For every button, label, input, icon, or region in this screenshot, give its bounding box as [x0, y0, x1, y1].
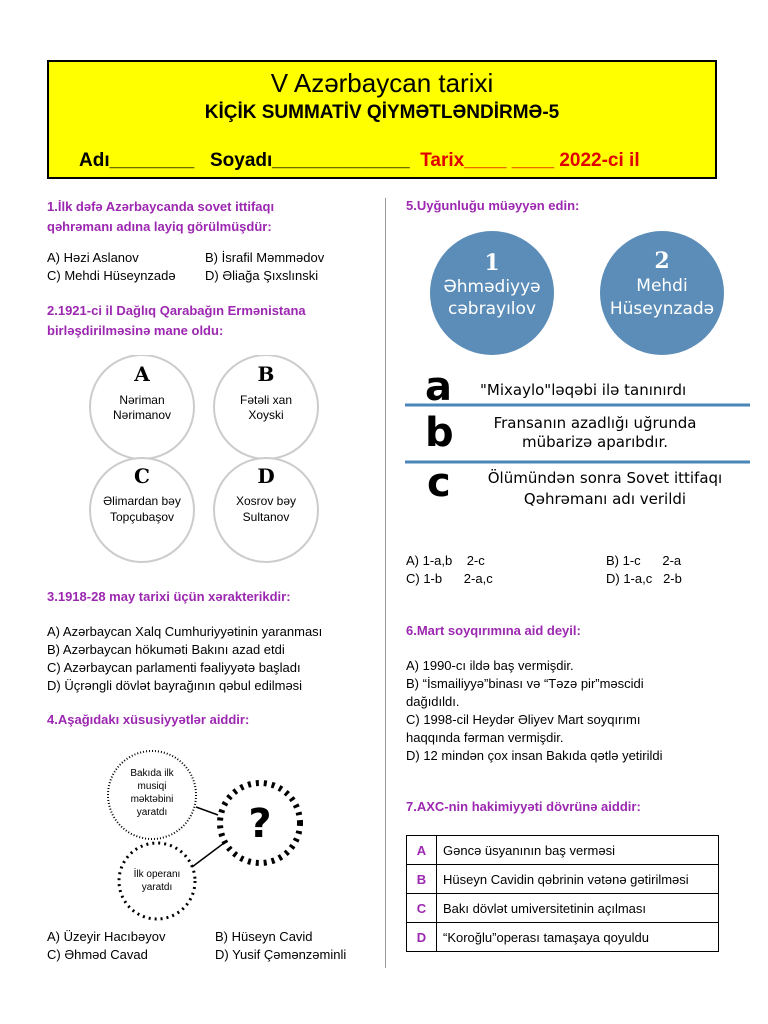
- q5-circle1-num: 1: [484, 250, 500, 276]
- q2-d-line1: Xosrov bəy: [235, 494, 297, 508]
- q5-row-a-text: "Mixaylo"ləqəbi ilə tanınırdı: [480, 381, 687, 399]
- q7-letter-a: A: [407, 836, 437, 865]
- q7-row: [407, 865, 719, 894]
- q2-a-line2: Nərimanov: [112, 408, 172, 422]
- q4-connector-bottom: [192, 843, 224, 867]
- q3-option-d: D) Üçrəngli dövlət bayrağının qəbul edilməsi: [47, 678, 303, 693]
- column-divider: [385, 198, 386, 968]
- q7-row: [407, 836, 719, 865]
- q2-circles-figure: [80, 355, 330, 565]
- q5-row-c-line2: Qəhrəmanı adı verildi: [523, 490, 687, 508]
- q5-row-a-letter: a: [425, 364, 452, 410]
- q3-option-b: B) Azərbaycan hökuməti Bakını azad etdi: [47, 642, 285, 657]
- q4-connector-top: [196, 807, 218, 815]
- q7-letter-c: C: [407, 894, 437, 923]
- q7-text-a: Gəncə üsyanının baş verməsi: [437, 836, 719, 865]
- q7-text-b: Hüseyn Cavidin qəbrinin vətənə gətirilməsi: [437, 865, 719, 894]
- q1-option-a: A) Həzi Aslanov: [47, 250, 139, 265]
- q2-letter-c: C: [134, 464, 150, 488]
- page-subtitle: KİÇİK SUMMATİV QİYMƏTLƏNDİRMƏ-5: [204, 102, 560, 123]
- q5-title: 5.Uyğunluğu müəyyən edin:: [406, 198, 580, 213]
- q2-letter-a: A: [134, 362, 150, 386]
- q2-letter-b: B: [257, 362, 275, 386]
- q7-title: 7.AXC-nin hakimiyyəti dövrünə aiddir:: [406, 799, 641, 814]
- q7-row: [407, 894, 719, 923]
- q2-b-line1: Fətəli xan: [239, 393, 293, 407]
- q5-row-b-letter: b: [425, 410, 454, 456]
- student-info-line: [79, 150, 640, 172]
- q3-option-a: A) Azərbaycan Xalq Cumhuriyyətinin yaranması: [47, 624, 323, 639]
- q7-options-table: [406, 835, 719, 952]
- q4-bubble1-line1: Bakıda ilk: [130, 768, 174, 779]
- surname-field: Soyadı_____________: [210, 150, 410, 171]
- q4-bubble2-line2: yaratdı: [141, 882, 173, 893]
- q2-letter-d: D: [257, 464, 275, 488]
- date-field: Tarix____ ____ 2022-ci il: [420, 150, 640, 171]
- q6-line-6: D) 12 mindən çox insan Bakıda qətlə yetirildi: [406, 748, 663, 763]
- q5-circle2-line2: Hüseynzadə: [609, 299, 715, 319]
- q2-a-line1: Nəriman: [119, 393, 165, 407]
- q5-circle1-line2: cəbrayılov: [448, 299, 536, 319]
- q4-figure: [100, 745, 340, 925]
- q4-bubble1-line4: yaratdı: [136, 807, 168, 818]
- q1-option-d: D) Əliağa Şıxslınski: [205, 268, 319, 283]
- q5-row-b-line2: mübarizə aparıbdır.: [521, 433, 669, 451]
- q7-letter-d: D: [407, 923, 437, 952]
- q6-line-5: haqqında fərman vermişdir.: [406, 730, 564, 745]
- q4-bubble1-line3: məktəbini: [130, 794, 174, 805]
- q5-option-d: D) 1-a,c 2-b: [606, 571, 682, 586]
- q5-figure: [405, 230, 750, 515]
- q4-option-d: D) Yusif Çəmənzəminli: [215, 947, 347, 962]
- page-title: V Azərbaycan tarixi: [270, 68, 494, 98]
- name-field: Adı________: [79, 150, 195, 171]
- q1-title: [47, 197, 274, 237]
- q1-option-c: C) Mehdi Hüseynzadə: [47, 268, 176, 283]
- q1-title-line2: qəhrəmanı adına layiq görülmüşdür:: [47, 219, 272, 234]
- q7-row: [407, 923, 719, 952]
- q2-b-line2: Xoyski: [248, 408, 284, 422]
- q2-title-line2: birləşdirilməsinə mane oldu:: [47, 323, 224, 338]
- q6-line-4: C) 1998-cil Heydər Əliyev Mart soyqırımı: [406, 712, 641, 727]
- q1-title-line1: 1.İlk dəfə Azərbaycanda sovet ittifaqı: [47, 199, 275, 214]
- q4-bubble-opera: [119, 843, 195, 919]
- q6-line-3: dağıdıldı.: [406, 694, 460, 709]
- q7-letter-b: B: [407, 865, 437, 894]
- q2-d-line2: Sultanov: [242, 510, 290, 524]
- q2-title: [47, 301, 306, 341]
- q5-circle2-num: 2: [654, 248, 670, 274]
- q4-bubble2-line1: İlk operanı: [133, 869, 181, 880]
- q6-title: 6.Mart soyqırımına aid deyil:: [406, 623, 581, 638]
- q4-bubble1-line2: musiqi: [137, 781, 167, 792]
- q1-option-b: B) İsrafil Məmmədov: [205, 250, 325, 265]
- q5-option-a: A) 1-a,b 2-c: [406, 553, 485, 568]
- q7-text-d: “Koroğlu”operası tamaşaya qoyuldu: [437, 923, 719, 952]
- q4-option-b: B) Hüseyn Cavid: [215, 929, 313, 944]
- q2-title-line1: 2.1921-ci il Dağlıq Qarabağın Ermənistana: [47, 303, 306, 318]
- q6-line-2: B) “İsmailiyyə”binası və “Təzə pir”məscidi: [406, 676, 644, 691]
- q6-line-1: A) 1990-cı ildə baş vermişdir.: [406, 658, 574, 673]
- q4-question-mark: ?: [248, 801, 272, 847]
- q2-c-line2: Topçubaşov: [109, 510, 175, 524]
- q5-option-b: B) 1-c 2-a: [606, 553, 682, 568]
- q3-option-c: C) Azərbaycan parlamenti fəaliyyətə başladı: [47, 660, 301, 675]
- q5-row-c-line1: Ölümündən sonra Sovet ittifaqı: [487, 469, 723, 487]
- q2-c-line1: Əlimardan bəy: [103, 494, 181, 508]
- q4-option-a: A) Üzeyir Hacıbəyov: [47, 929, 166, 944]
- q5-row-c-letter: c: [427, 460, 451, 506]
- q5-option-c: C) 1-b 2-a,c: [406, 571, 493, 586]
- q5-circle1-line1: Əhmədiyyə: [443, 277, 541, 297]
- q5-circle2-line1: Mehdi: [636, 276, 688, 296]
- q7-text-c: Bakı dövlət umiversitetinin açılması: [437, 894, 719, 923]
- q4-title: 4.Aşağıdakı xüsusiyyətlər aiddir:: [47, 712, 250, 727]
- q5-row-b-line1: Fransanın azadlığı uğrunda: [493, 414, 697, 432]
- q4-option-c: C) Əhməd Cavad: [47, 947, 148, 962]
- header-box: [47, 60, 717, 179]
- q3-title: 3.1918-28 may tarixi üçün xərakterikdir:: [47, 589, 291, 604]
